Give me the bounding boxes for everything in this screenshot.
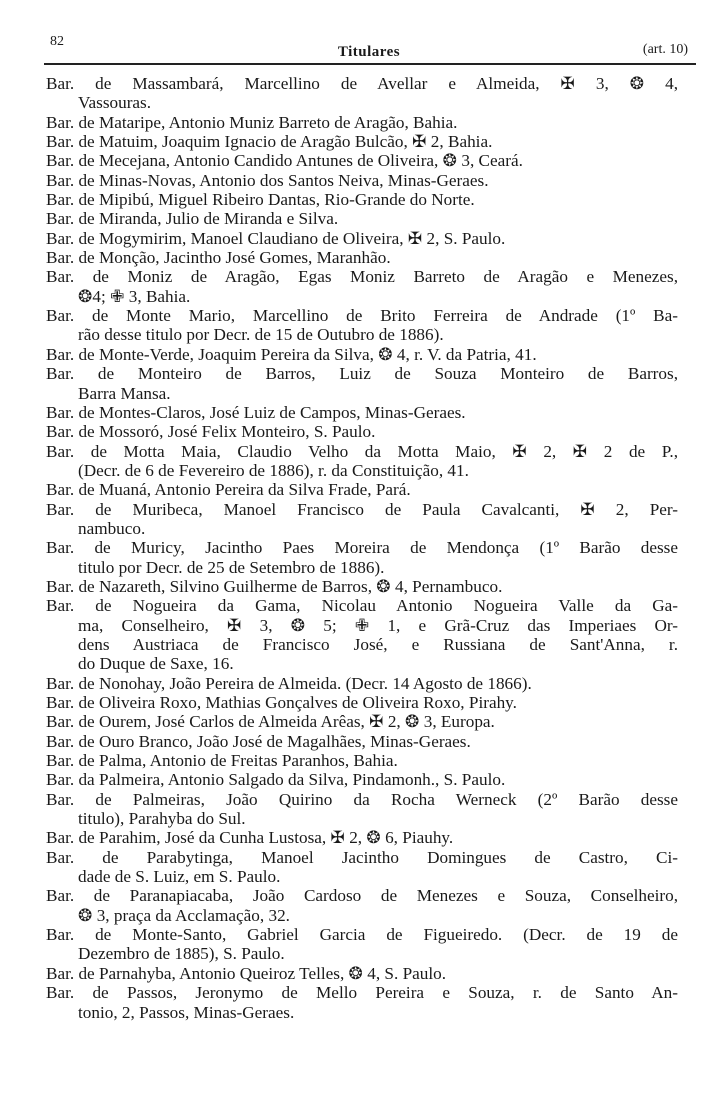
list-item: [46, 306, 678, 345]
entry-first-line: Bar. de Palmeiras, João Quirino da Rocha Werneck (2º Barão desse: [46, 789, 678, 809]
section-reference: (art. 10): [642, 42, 688, 57]
entry-first-line: Bar. de Monte Mario, Marcellino de Brito Ferreira de Andrade (1º Ba-: [46, 306, 678, 326]
entry-first-line: Bar. de Paranapiacaba, João Cardoso de Menezes e Souza, Conselheiro,: [46, 886, 678, 906]
list-item: [46, 267, 678, 306]
entry-continuation-line: do Duque de Saxe, 16.: [78, 654, 234, 674]
entry-continuation-line: dens Austriaca de Francisco José, e Russiana de Sant'Anna, r.: [78, 634, 678, 654]
entry-first-line: Bar. de Nonohay, João Pereira de Almeida. (Decr. 14 Agosto de 1866).: [46, 673, 532, 693]
entry-first-line: Bar. de Mataripe, Antonio Muniz Barreto de Aragão, Bahia.: [46, 112, 458, 132]
list-item: [46, 209, 678, 228]
list-item: [46, 983, 678, 1022]
list-item: [46, 790, 678, 829]
list-item: [46, 190, 678, 209]
entry-first-line: Bar. de Oliveira Roxo, Mathias Gonçalves de Oliveira Roxo, Pirahy.: [46, 693, 517, 712]
entry-first-line: Bar. de Parnahyba, Antonio Queiroz Telles, ❂ 4, S. Paulo.: [46, 963, 447, 983]
entry-first-line: Bar. de Nogueira da Gama, Nicolau Antonio Nogueira Valle da Ga-: [46, 596, 678, 616]
entry-first-line: Bar. de Mecejana, Antonio Candido Antunes de Oliveira, ❂ 3, Ceará.: [46, 151, 523, 171]
list-item: [46, 577, 678, 596]
entry-first-line: Bar. de Nazareth, Silvino Guilherme de Barros, ❂ 4, Pernambuco.: [46, 576, 503, 596]
entry-continuation-line: ❂4; ✙ 3, Bahia.: [78, 286, 191, 306]
list-item: [46, 925, 678, 964]
list-item: [46, 113, 678, 132]
entry-first-line: Bar. de Mossoró, José Felix Monteiro, S. Paulo.: [46, 422, 376, 442]
list-item: [46, 596, 678, 673]
list-item: [46, 422, 678, 441]
entry-continuation-line: titulo), Parahyba do Sul.: [78, 809, 246, 829]
list-item: [46, 171, 678, 190]
entry-list: [46, 74, 678, 1022]
entry-first-line: Bar. de Ourem, José Carlos de Almeida Arêas, ✠ 2, ❂ 3, Europa.: [46, 712, 495, 732]
entry-first-line: Bar. de Mipibú, Miguel Ribeiro Dantas, Rio-Grande do Norte.: [46, 190, 475, 210]
header-rule: [44, 63, 696, 65]
list-item: [46, 964, 678, 983]
page-number: 82: [50, 34, 64, 49]
entry-first-line: Bar. de Motta Maia, Claudio Velho da Motta Maio, ✠ 2, ✠ 2 de P.,: [46, 441, 678, 461]
list-item: [46, 751, 678, 770]
running-title: Titulares: [337, 44, 401, 60]
entry-continuation-line: rão desse titulo por Decr. de 15 de Outubro de 1886).: [78, 325, 444, 345]
entry-first-line: Bar. de Montes-Claros, José Luiz de Campos, Minas-Geraes.: [46, 402, 466, 422]
entry-first-line: Bar. de Palma, Antonio de Freitas Paranhos, Bahia.: [46, 751, 398, 771]
list-item: [46, 248, 678, 267]
entry-continuation-line: (Decr. de 6 de Fevereiro de 1886), r. da Constituição, 41.: [78, 460, 469, 480]
list-item: [46, 770, 678, 789]
list-item: [46, 345, 678, 364]
list-item: [46, 538, 678, 577]
page-header: [46, 34, 692, 64]
entry-first-line: Bar. da Palmeira, Antonio Salgado da Silva, Pindamonh., S. Paulo.: [46, 770, 506, 790]
list-item: [46, 74, 678, 113]
entry-first-line: Bar. de Minas-Novas, Antonio dos Santos Neiva, Minas-Geraes.: [46, 170, 489, 190]
entry-first-line: Bar. de Monteiro de Barros, Luiz de Souza Monteiro de Barros,: [46, 364, 678, 384]
entry-first-line: Bar. de Miranda, Julio de Miranda e Silva.: [46, 209, 339, 229]
entry-first-line: Bar. de Passos, Jeronymo de Mello Pereira e Souza, r. de Santo An-: [46, 983, 678, 1003]
list-item: [46, 732, 678, 751]
list-item: [46, 364, 678, 403]
entry-first-line: Bar. de Moniz de Aragão, Egas Moniz Barreto de Aragão e Menezes,: [46, 267, 678, 287]
entry-continuation-line: dade de S. Luiz, em S. Paulo.: [78, 867, 281, 887]
entry-first-line: Bar. de Parabytinga, Manoel Jacintho Domingues de Castro, Ci-: [46, 847, 678, 867]
list-item: [46, 848, 678, 887]
list-item: [46, 229, 678, 248]
list-item: [46, 693, 678, 712]
list-item: [46, 886, 678, 925]
entry-first-line: Bar. de Muribeca, Manoel Francisco de Paula Cavalcanti, ✠ 2, Per-: [46, 499, 678, 519]
entry-first-line: Bar. de Monção, Jacintho José Gomes, Maranhão.: [46, 248, 391, 268]
entry-first-line: Bar. de Ouro Branco, João José de Magalhães, Minas-Geraes.: [46, 731, 471, 751]
entry-continuation-line: ma, Conselheiro, ✠ 3, ❂ 5; ✙ 1, e Grã-Cruz das Imperiaes Or-: [78, 615, 678, 635]
entry-continuation-line: Dezembro de 1885), S. Paulo.: [78, 944, 285, 964]
entry-continuation-line: titulo por Decr. de 25 de Setembro de 1886).: [78, 557, 385, 577]
entry-continuation-line: Barra Mansa.: [78, 383, 171, 403]
list-item: [46, 132, 678, 151]
entry-first-line: Bar. de Matuim, Joaquim Ignacio de Aragão Bulcão, ✠ 2, Bahia.: [46, 132, 493, 152]
entry-first-line: Bar. de Mogymirim, Manoel Claudiano de Oliveira, ✠ 2, S. Paulo.: [46, 228, 506, 248]
entry-first-line: Bar. de Massambará, Marcellino de Avellar e Almeida, ✠ 3, ❂ 4,: [46, 74, 678, 93]
list-item: [46, 480, 678, 499]
entry-first-line: Bar. de Muricy, Jacintho Paes Moreira de Mendonça (1º Barão desse: [46, 538, 678, 558]
entry-first-line: Bar. de Muaná, Antonio Pereira da Silva Frade, Pará.: [46, 480, 411, 500]
entry-continuation-line: nambuco.: [78, 518, 146, 538]
list-item: [46, 500, 678, 539]
entry-first-line: Bar. de Monte-Verde, Joaquim Pereira da Silva, ❂ 4, r. V. da Patria, 41.: [46, 344, 537, 364]
entry-first-line: Bar. de Monte-Santo, Gabriel Garcia de Figueiredo. (Decr. de 19 de: [46, 925, 678, 945]
list-item: [46, 403, 678, 422]
list-item: [46, 151, 678, 170]
entry-continuation-line: tonio, 2, Passos, Minas-Geraes.: [78, 1002, 295, 1022]
entry-continuation-line: Vassouras.: [78, 93, 152, 113]
entry-continuation-line: ❂ 3, praça da Acclamação, 32.: [78, 905, 290, 925]
list-item: [46, 712, 678, 731]
list-item: [46, 828, 678, 847]
list-item: [46, 674, 678, 693]
entry-first-line: Bar. de Parahim, José da Cunha Lustosa, ✠ 2, ❂ 6, Piauhy.: [46, 828, 454, 848]
list-item: [46, 442, 678, 481]
